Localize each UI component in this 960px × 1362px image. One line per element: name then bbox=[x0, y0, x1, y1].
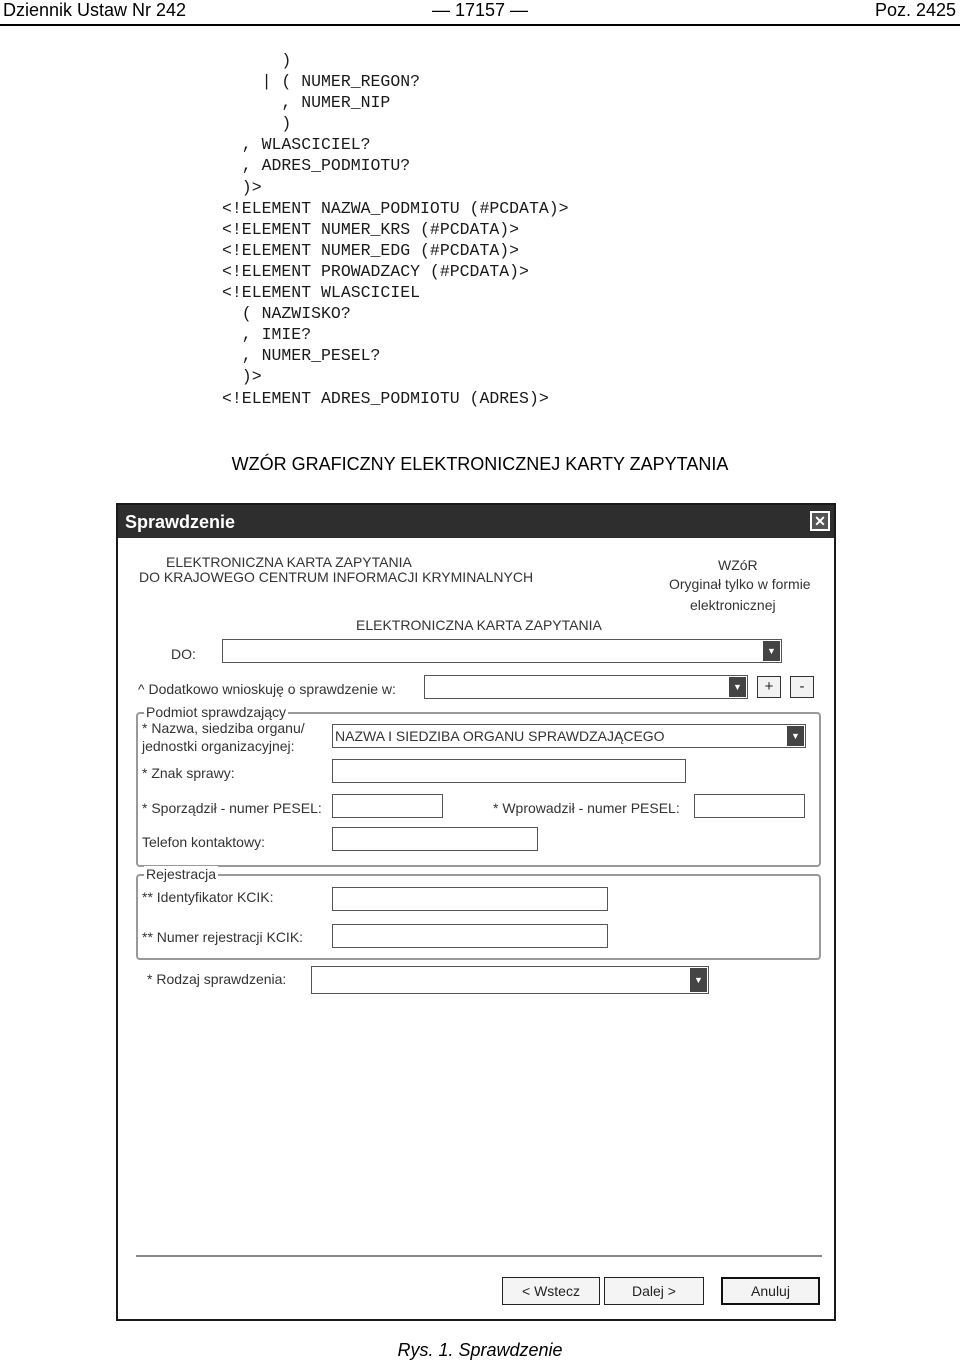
close-button[interactable] bbox=[810, 511, 830, 531]
extra-check-select[interactable] bbox=[424, 675, 748, 699]
made-by-pesel-label: * Sporządził - numer PESEL: bbox=[142, 800, 322, 816]
code-line: ) bbox=[222, 51, 292, 70]
group-registration-legend: Rejestracja bbox=[146, 866, 217, 882]
form-title: ELEKTRONICZNA KARTA ZAPYTANIA bbox=[356, 617, 602, 633]
do-label: DO: bbox=[171, 646, 196, 662]
minus-icon: - bbox=[799, 678, 805, 695]
phone-label: Telefon kontaktowy: bbox=[142, 834, 265, 850]
group-checking-entity-legend: Podmiot sprawdzający bbox=[146, 704, 287, 720]
position-number: Poz. 2425 bbox=[874, 0, 956, 20]
remove-button[interactable] bbox=[790, 676, 814, 698]
code-line: , WLASCICIEL? bbox=[222, 135, 371, 155]
org-heading-line1: ELEKTRONICZNA KARTA ZAPYTANIA bbox=[166, 554, 412, 570]
section-title: WZÓR GRAFICZNY ELEKTRONICZNEJ KARTY ZAPYTANIA bbox=[231, 454, 729, 474]
page-number: — 17157 — bbox=[431, 0, 529, 20]
org-name-value: NAZWA I SIEDZIBA ORGANU SPRAWDZAJĄCEGO bbox=[335, 728, 665, 744]
case-number-label: * Znak sprawy: bbox=[142, 765, 235, 781]
chevron-down-icon[interactable]: ▼ bbox=[787, 726, 804, 746]
code-line: , IMIE? bbox=[222, 325, 312, 345]
figure-caption: Rys. 1. Sprawdzenie bbox=[397, 1340, 563, 1360]
code-line: )> bbox=[222, 367, 262, 387]
next-button[interactable]: Dalej > bbox=[604, 1277, 704, 1305]
case-number-input[interactable] bbox=[332, 759, 686, 783]
org-heading-line2: DO KRAJOWEGO CENTRUM INFORMACJI KRYMINALNYCH bbox=[139, 569, 534, 585]
code-line: <!ELEMENT PROWADZACY (#PCDATA)> bbox=[222, 261, 529, 281]
dialog-window bbox=[116, 503, 836, 1321]
code-line: <!ELEMENT WLASCICIEL bbox=[222, 283, 421, 303]
entered-by-pesel-input[interactable] bbox=[694, 794, 805, 818]
chevron-down-icon[interactable]: ▼ bbox=[690, 968, 707, 992]
code-line: ( NAZWISKO? bbox=[222, 304, 351, 324]
code-line: , NUMER_PESEL? bbox=[222, 346, 381, 366]
stamp-line1: WZóR bbox=[718, 557, 758, 573]
kcik-reg-input[interactable] bbox=[332, 924, 608, 948]
org-name-label-1: * Nazwa, siedziba organu/ bbox=[142, 720, 305, 736]
check-type-select[interactable] bbox=[311, 966, 709, 994]
code-line: | ( NUMER_REGON? bbox=[222, 72, 421, 92]
code-line: <!ELEMENT ADRES_PODMIOTU (ADRES)> bbox=[222, 388, 549, 408]
kcik-reg-label: ** Numer rejestracji KCIK: bbox=[142, 929, 304, 945]
phone-input[interactable] bbox=[332, 827, 538, 851]
dialog-titlebar bbox=[118, 505, 834, 538]
code-line: <!ELEMENT NAZWA_PODMIOTU (#PCDATA)> bbox=[222, 198, 569, 218]
dtd-code-listing bbox=[222, 50, 569, 409]
code-line: , ADRES_PODMIOTU? bbox=[222, 156, 411, 176]
stamp-line3: elektronicznej bbox=[690, 597, 776, 613]
close-icon: ✕ bbox=[814, 513, 826, 529]
code-line: , NUMER_NIP bbox=[222, 93, 391, 113]
kcik-id-label: ** Identyfikator KCIK: bbox=[142, 889, 274, 905]
code-line: <!ELEMENT NUMER_KRS (#PCDATA)> bbox=[222, 219, 520, 239]
header-rule bbox=[0, 24, 960, 26]
kcik-id-input[interactable] bbox=[332, 887, 608, 911]
code-line: <!ELEMENT NUMER_EDG (#PCDATA)> bbox=[222, 240, 520, 260]
chevron-down-icon[interactable]: ▼ bbox=[729, 677, 746, 697]
made-by-pesel-input[interactable] bbox=[332, 794, 443, 818]
add-button[interactable] bbox=[757, 676, 781, 698]
cancel-button[interactable]: Anuluj bbox=[721, 1277, 820, 1305]
org-name-select[interactable] bbox=[332, 724, 806, 748]
code-line: )> bbox=[222, 177, 262, 197]
back-button[interactable]: < Wstecz bbox=[502, 1277, 600, 1305]
footer-separator bbox=[136, 1255, 822, 1257]
journal-title: Dziennik Ustaw Nr 242 bbox=[3, 0, 187, 20]
org-name-label-2: jednostki organizacyjnej: bbox=[142, 738, 295, 754]
code-line: ) bbox=[222, 114, 292, 134]
entered-by-pesel-label: * Wprowadził - numer PESEL: bbox=[493, 800, 680, 816]
chevron-down-icon[interactable]: ▼ bbox=[763, 641, 780, 661]
dialog-title: Sprawdzenie bbox=[125, 512, 236, 532]
check-type-label: * Rodzaj sprawdzenia: bbox=[147, 971, 287, 987]
stamp-line2: Oryginał tylko w formie bbox=[669, 576, 811, 592]
do-select[interactable] bbox=[222, 639, 782, 663]
extra-check-label: ^ Dodatkowo wnioskuję o sprawdzenie w: bbox=[138, 681, 396, 697]
plus-icon: + bbox=[764, 678, 774, 695]
